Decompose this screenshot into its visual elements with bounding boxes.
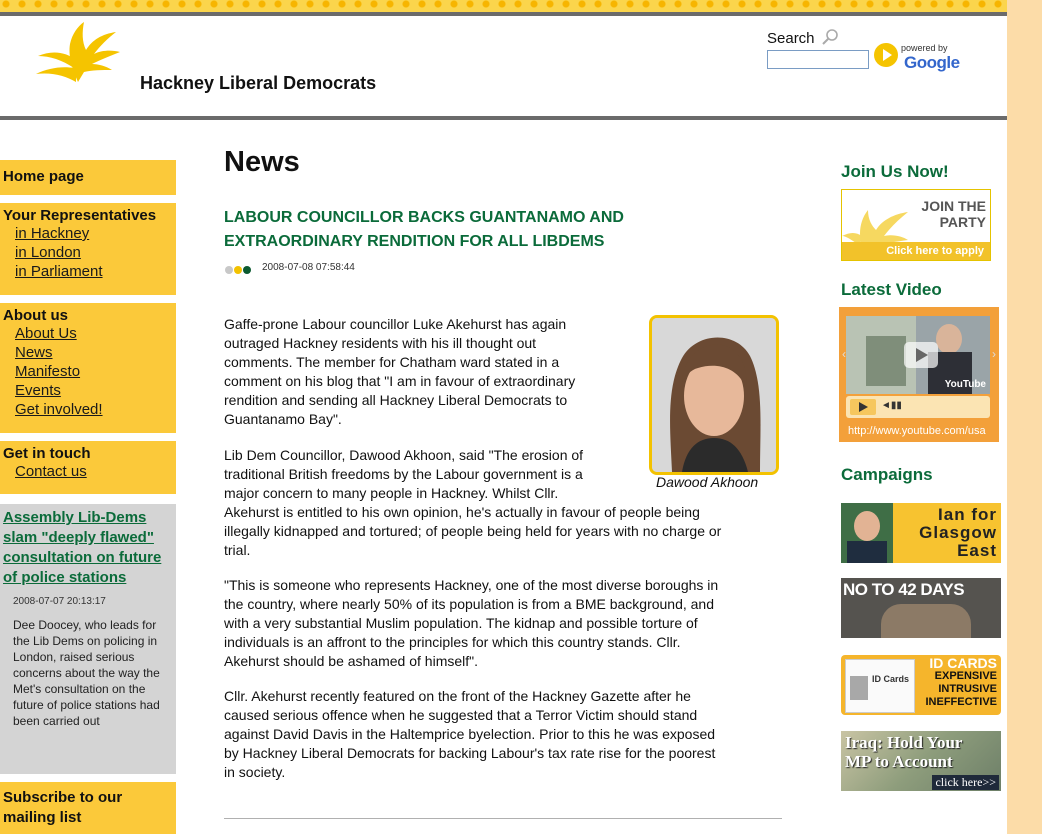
- p1-line: comments. The member for Chatham ward stated in a: [224, 354, 560, 370]
- nav-link-news[interactable]: News: [15, 344, 53, 361]
- page-title: News: [224, 146, 300, 178]
- p2-line: illegally kidnapped and tortured; of people being held for years with no charge or: [224, 523, 722, 539]
- dot-green-icon: [243, 266, 251, 274]
- candidate-photo: [841, 503, 893, 563]
- p3-line: Akehurst should be ashamed of himself".: [224, 653, 478, 669]
- bird-logo-icon[interactable]: [32, 20, 122, 86]
- p2-line: trial.: [224, 542, 251, 558]
- header-bottom-rule: [0, 116, 1007, 120]
- p1-line: rendition and sending all Hackney Liberal Democrats to: [224, 392, 568, 408]
- id-line4: INEFFECTIVE: [925, 696, 997, 708]
- campaign-id-cards[interactable]: [841, 655, 1001, 715]
- p3-line: the country, where nearly 50% of its population is from a BME background, and: [224, 596, 715, 612]
- nav-home-box: [0, 160, 176, 195]
- campaign-glasgow-east[interactable]: [841, 503, 1001, 563]
- campaign-glasgow-text: [919, 506, 997, 560]
- play-overlay-icon[interactable]: [904, 342, 938, 368]
- id-line1: ID CARDS: [929, 655, 997, 671]
- p2-line: Lib Dem Councillor, Dawood Akhoon, said "The erosion of: [224, 447, 584, 463]
- sidebar-news-summary: Dee Doocey, who leads for the Lib Dems on policing in London, raised serious concerns about the way the Met's consultation on the future of police stations had been carried out: [13, 618, 160, 728]
- video-player[interactable]: [839, 307, 999, 442]
- dot-grey-icon: [225, 266, 233, 274]
- nav-link-hackney[interactable]: in Hackney: [15, 225, 90, 242]
- sidebar-news-box: [0, 504, 176, 774]
- p2-line: Akehurst is entitled to his own opinion, he's actually in favour of people being: [224, 504, 700, 520]
- article-paragraph-3: [224, 576, 718, 671]
- video-url[interactable]: http://www.youtube.com/usa: [848, 425, 986, 437]
- nav-about-heading: About us: [3, 307, 68, 324]
- p1-line: comment on his blog that "I am in favour of extraordinary: [224, 373, 576, 389]
- video-next-icon[interactable]: ›: [992, 347, 996, 361]
- join-party-banner[interactable]: [841, 189, 991, 261]
- article-bottom-rule: [224, 818, 782, 819]
- article-headline[interactable]: [224, 206, 694, 254]
- google-logo: [904, 53, 960, 73]
- join-banner-line2: PARTY: [939, 214, 986, 230]
- nav-link-london[interactable]: in London: [15, 244, 81, 261]
- nav-subscribe-link[interactable]: Subscribe to our mailing list: [3, 789, 123, 826]
- dot-yellow-icon: [234, 266, 242, 274]
- iraq-line2: MP to Account: [845, 752, 953, 771]
- hands-image: [881, 604, 971, 638]
- p4-line: caused serious offence when he suggested that a Terror Victim should stand: [224, 707, 698, 723]
- campaign-42-days-text: NO TO 42 DAYS: [843, 580, 965, 599]
- nav-link-manifesto[interactable]: Manifesto: [15, 363, 81, 380]
- p4-line: Cllr. Akehurst recently featured on the front of the Hackney Gazette after he: [224, 688, 691, 704]
- nav-link-contact-us[interactable]: Contact us: [15, 463, 87, 480]
- join-banner-text: [921, 198, 986, 230]
- p1-line: Gaffe-prone Labour councillor Luke Akehurst has again: [224, 316, 567, 332]
- iraq-click-here: click here>>: [932, 775, 999, 790]
- iraq-line1: Iraq: Hold Your: [845, 733, 963, 752]
- volume-icon[interactable]: ◄▮▮: [881, 400, 902, 411]
- nav-link-events[interactable]: Events: [15, 382, 61, 399]
- campaign-id-cards-text: [925, 657, 997, 709]
- id-card-label: ID Cards: [872, 674, 910, 684]
- header-top-rule: [0, 12, 1007, 16]
- p4-line: in society.: [224, 764, 286, 780]
- join-heading: Join Us Now!: [841, 162, 949, 181]
- join-banner-cta: Click here to apply: [842, 242, 990, 260]
- nav-contact-heading: Get in touch: [3, 445, 91, 462]
- top-decorative-band: [0, 0, 1007, 12]
- nav-about-box: [0, 303, 176, 433]
- glasgow-line1: Ian for: [938, 505, 997, 524]
- campaigns-heading: Campaigns: [841, 465, 933, 484]
- join-banner-line1: JOIN THE: [921, 198, 986, 214]
- id-line2: EXPENSIVE: [934, 670, 997, 682]
- p2-line: major concern to many people in Hackney. Whilst Cllr.: [224, 485, 559, 501]
- video-controls: [846, 396, 990, 418]
- nav-link-about-us[interactable]: About Us: [15, 325, 77, 342]
- magnifier-icon: [821, 28, 839, 46]
- campaign-iraq[interactable]: [841, 731, 1001, 791]
- p3-line: with a very substantial Muslim population. The kidnap and possible torture of: [224, 615, 698, 631]
- article-date: 2008-07-08 07:58:44: [262, 262, 355, 273]
- video-prev-icon[interactable]: ‹: [842, 347, 846, 361]
- search-label: Search: [767, 30, 815, 47]
- headline-line-1: LABOUR COUNCILLOR BACKS GUANTANAMO AND: [224, 209, 624, 226]
- campaign-42-days[interactable]: [841, 578, 1001, 638]
- nav-representatives-box: [0, 203, 176, 295]
- p3-line: "This is someone who represents Hackney, one of the most diverse boroughs in: [224, 577, 719, 593]
- sidebar-news-date: 2008-07-07 20:13:17: [13, 596, 106, 607]
- id-card-image: [845, 659, 915, 713]
- powered-by-label: powered by: [901, 43, 948, 53]
- p3-line: individuals is an affront to the principles for which this country stands. Cllr.: [224, 634, 681, 650]
- video-thumbnail: [846, 316, 990, 394]
- nav-contact-box: [0, 441, 176, 494]
- p1-line: outraged Hackney residents with his ill thought out: [224, 335, 537, 351]
- article-paragraph-1: [224, 315, 575, 429]
- p4-line: against David Davis in the Haltemprice byelection. Prior to this he was exposed: [224, 726, 716, 742]
- id-line3: INTRUSIVE: [938, 683, 997, 695]
- p4-line: by Hackney Liberal Democrats for backing Labour's tax rate rise for the poorest: [224, 745, 716, 761]
- campaign-iraq-text: [845, 733, 962, 771]
- sidebar-news-title-link[interactable]: Assembly Lib-Dems slam "deeply flawed" consultation on future of police stations: [3, 509, 162, 586]
- photo-caption: Dawood Akhoon: [656, 474, 759, 490]
- youtube-logo: YouTube: [944, 379, 986, 390]
- nav-link-parliament[interactable]: in Parliament: [15, 263, 103, 280]
- right-page-strip: [1007, 0, 1042, 834]
- glasgow-line3: East: [957, 541, 997, 560]
- nav-link-get-involved[interactable]: Get involved!: [15, 401, 103, 418]
- nav-representatives-heading: Your Representatives: [3, 207, 157, 224]
- headline-line-2: EXTRAORDINARY RENDITION FOR ALL LIBDEMS: [224, 233, 605, 250]
- p1-line: Guantanamo Bay".: [224, 411, 342, 427]
- search-go-button[interactable]: [874, 43, 898, 67]
- google-wordmark: Google: [904, 53, 960, 72]
- glasgow-line2: Glasgow: [919, 523, 997, 542]
- article-paragraph-4: [224, 687, 715, 782]
- site-title[interactable]: Hackney Liberal Democrats: [140, 73, 377, 93]
- article-paragraph-2: [224, 446, 721, 560]
- search-input[interactable]: [767, 50, 869, 69]
- p2-line: traditional British freedoms by the Labour government is a: [224, 466, 583, 482]
- nav-home-link[interactable]: Home page: [3, 168, 84, 185]
- rating-dots: [225, 261, 252, 279]
- video-play-button[interactable]: [850, 399, 876, 415]
- video-heading: Latest Video: [841, 280, 942, 299]
- nav-subscribe-box: [0, 782, 176, 834]
